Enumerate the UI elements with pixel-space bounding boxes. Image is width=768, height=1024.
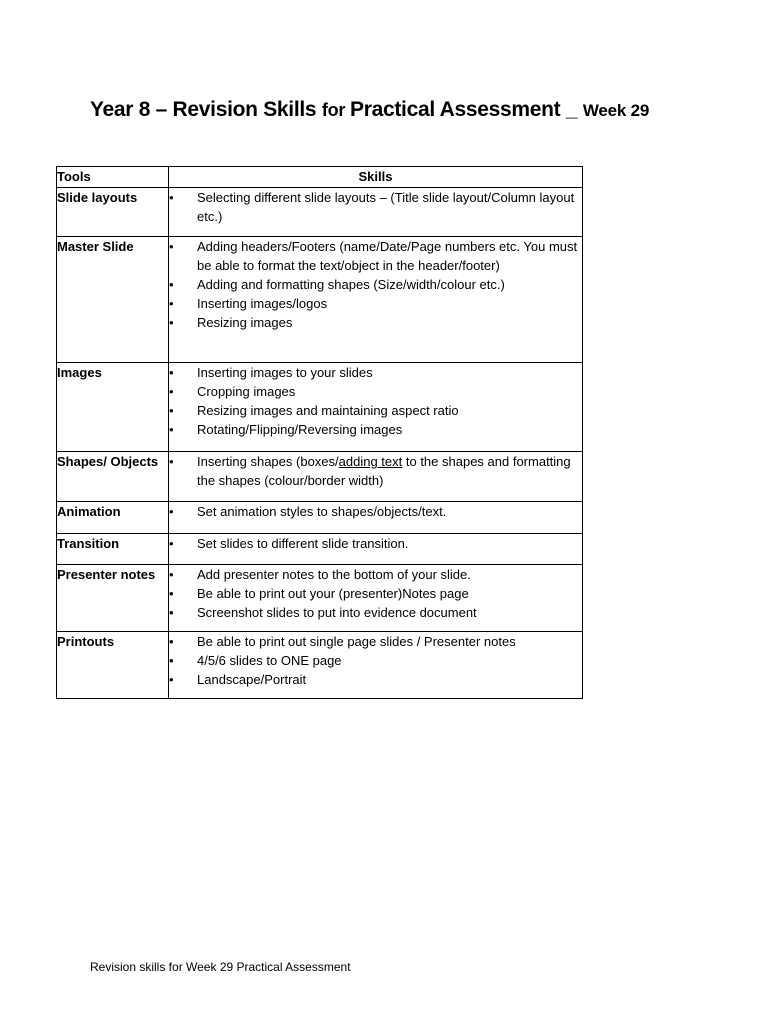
header-tools: Tools (57, 167, 169, 188)
skill-list (169, 188, 582, 226)
header-skills: Skills (169, 167, 583, 188)
skill-list (169, 534, 582, 553)
skills-cell (169, 363, 583, 452)
skill-item: • Screenshot slides to put into evidence document (169, 603, 582, 622)
title-part-for: for (321, 100, 351, 120)
skills-cell (169, 452, 583, 502)
skills-cell (169, 188, 583, 237)
skills-table (56, 166, 583, 699)
tool-name: Printouts (57, 632, 169, 699)
skill-item: • Cropping images (169, 382, 582, 401)
skill-item: • 4/5/6 slides to ONE page (169, 651, 582, 670)
skill-text-underlined: adding text (338, 454, 403, 469)
skill-item: • Resizing images and maintaining aspect ratio (169, 401, 582, 420)
table-row (57, 237, 583, 363)
table-row (57, 188, 583, 237)
skill-item: • Adding headers/Footers (name/Date/Page numbers etc. You must be able to format the text/object in the header/footer) (169, 237, 582, 275)
tool-name: Presenter notes (57, 565, 169, 632)
skill-item: • Set slides to different slide transition. (169, 534, 582, 553)
skill-item: • Adding and formatting shapes (Size/width/colour etc.) (169, 275, 582, 294)
skill-item: • Inserting images/logos (169, 294, 582, 313)
skill-item: • Add presenter notes to the bottom of your slide. (169, 565, 582, 584)
skill-item: • Rotating/Flipping/Reversing images (169, 420, 582, 439)
skills-cell (169, 237, 583, 363)
skill-item: • Landscape/Portrait (169, 670, 582, 689)
skill-item: • Selecting different slide layouts – (Title slide layout/Column layout etc.) (169, 188, 582, 226)
skills-cell (169, 565, 583, 632)
table-row (57, 502, 583, 534)
skills-cell (169, 632, 583, 699)
page-footer: Revision skills for Week 29 Practical Assessment (90, 960, 351, 974)
table-row (57, 632, 583, 699)
skill-list (169, 363, 582, 439)
skill-item (169, 452, 582, 490)
skill-text-before: Inserting shapes (boxes/ (197, 454, 339, 469)
skills-cell (169, 502, 583, 534)
title-part-assessment: Practical Assessment _ (350, 98, 583, 121)
page-title (90, 95, 730, 127)
skills-cell (169, 534, 583, 565)
skill-list (169, 237, 582, 332)
table-header-row (57, 167, 583, 188)
skill-list (169, 452, 582, 490)
skill-text-after: to the shapes and formatting the shapes (colour/border width) (197, 454, 571, 488)
skill-item: • Be able to print out your (presenter)Notes page (169, 584, 582, 603)
skill-list (169, 565, 582, 622)
skill-list (169, 502, 582, 521)
tool-name: Slide layouts (57, 188, 169, 237)
table-row (57, 452, 583, 502)
tool-name: Images (57, 363, 169, 452)
tool-name: Master Slide (57, 237, 169, 363)
tool-name: Shapes/ Objects (57, 452, 169, 502)
table-row (57, 565, 583, 632)
skill-item: • Set animation styles to shapes/objects/text. (169, 502, 582, 521)
skill-item: • Be able to print out single page slides / Presenter notes (169, 632, 582, 651)
skill-item: • Resizing images (169, 313, 582, 332)
skill-item: • Inserting images to your slides (169, 363, 582, 382)
table-row (57, 363, 583, 452)
tool-name: Animation (57, 502, 169, 534)
tool-name: Transition (57, 534, 169, 565)
skill-list (169, 632, 582, 689)
table-row (57, 534, 583, 565)
title-part-week: Week 29 (582, 101, 650, 120)
title-part-year: Year 8 – Revision Skills (90, 98, 322, 121)
